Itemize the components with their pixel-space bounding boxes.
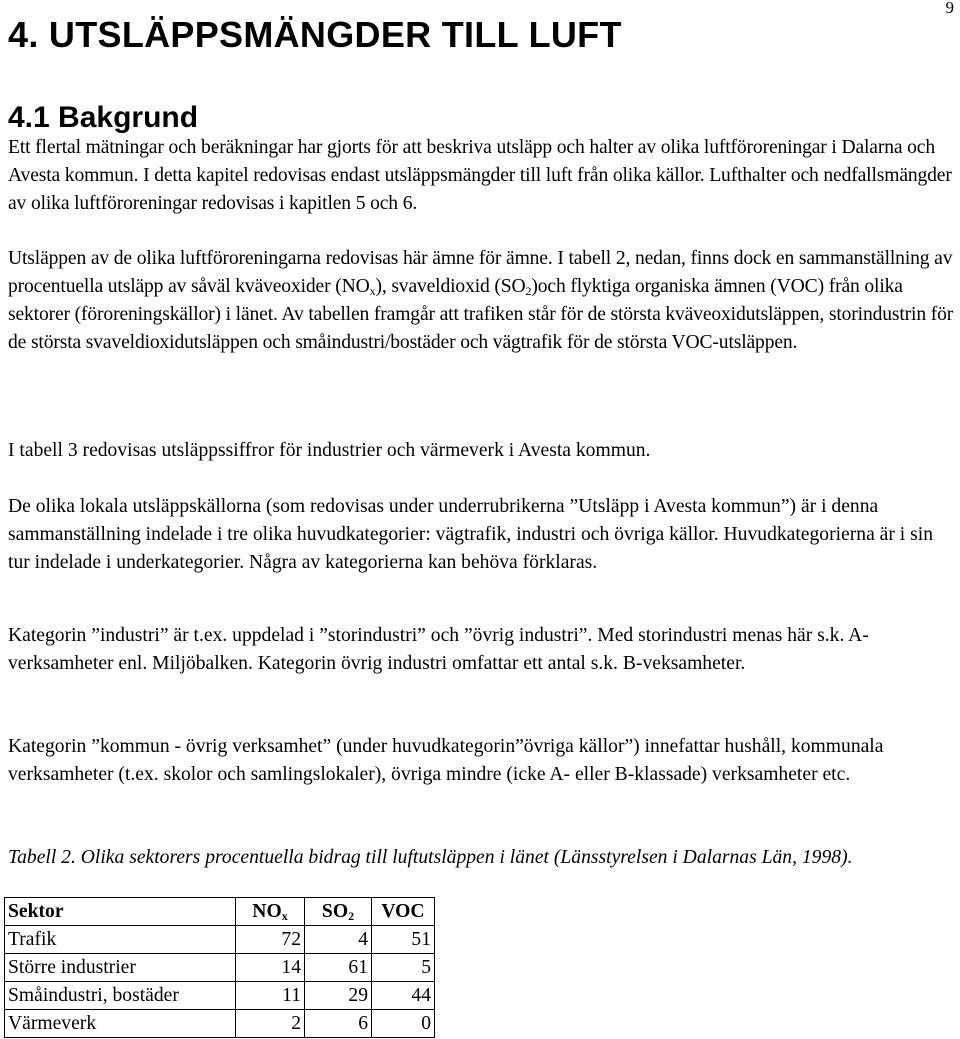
table-row <box>5 926 435 954</box>
paragraph-background-intro: Ett flertal mätningar och beräkningar har gjorts för att beskriva utsläpp och halter av olika luftföroreningar i Dalarna och Avesta kommun. I detta kapitel redovisas endast utsläppsmängder till luft från olika källor. Lufthalter och nedfallsmängder av olika luftföroreningar redovisas i kapitlen 5 och 6. <box>8 137 952 214</box>
cell-sector: Trafik <box>5 926 236 954</box>
header-nox-main: NO <box>252 901 282 922</box>
paragraph-emissions-summary-part2: ), svaveldioxid (SO <box>375 276 526 297</box>
cell-sector: Större industrier <box>5 954 236 982</box>
paragraph-emissions-summary <box>8 245 956 357</box>
header-sector: Sektor <box>5 898 236 926</box>
emissions-table <box>4 897 435 1038</box>
table-row <box>5 982 435 1010</box>
cell-voc: 44 <box>372 982 435 1010</box>
nox-subscript: x <box>369 284 376 298</box>
table-row <box>5 954 435 982</box>
cell-nox: 72 <box>236 926 305 954</box>
header-so2-main: SO <box>321 901 349 922</box>
cell-nox: 11 <box>236 982 305 1010</box>
header-so2-sub: 2 <box>348 909 355 923</box>
cell-voc: 51 <box>372 926 435 954</box>
chapter-title: 4. UTSLÄPPSMÄNGDER TILL LUFT <box>8 14 622 55</box>
header-voc: VOC <box>372 898 435 926</box>
table-header-row <box>5 898 435 926</box>
paragraph-emissions-summary-part3: )och flyktiga organiska ämnen (VOC) från olika sektorer (föroreningskällor) i länet. Av tabellen framgår att trafiken står för de största kväveoxidutsläppen, storindustrin för de största svaveldioxidutsläppen och småindustri/bostäder och vägtrafik för de största VOC-utsläppen. <box>8 276 954 353</box>
cell-nox: 14 <box>236 954 305 982</box>
table-caption: Tabell 2. Olika sektorers procentuella bidrag till luftutsläppen i länet (Länsstyrelsen i Dalarnas Län, 1998). <box>8 847 853 868</box>
section-title: 4.1 Bakgrund <box>8 101 199 134</box>
header-nox <box>236 898 305 926</box>
cell-so2: 29 <box>305 982 372 1010</box>
paragraph-municipal-category: Kategorin ”kommun - övrig verksamhet” (under huvudkategorin”övriga källor”) innefattar hushåll, kommunala verksamheter (t.ex. skolor och samlingslokaler), övriga mindre (icke A- eller B-klassade) verksamheter etc. <box>8 736 884 785</box>
table-row <box>5 1010 435 1038</box>
cell-so2: 6 <box>305 1010 372 1038</box>
cell-sector: Värmeverk <box>5 1010 236 1038</box>
paragraph-table3-reference: I tabell 3 redovisas utsläppssiffror för industrier och värmeverk i Avesta kommun. <box>8 440 651 461</box>
page-number: 9 <box>945 0 954 17</box>
cell-so2: 4 <box>305 926 372 954</box>
paragraph-local-sources: De olika lokala utsläppskällorna (som redovisas under underrubrikerna ”Utsläpp i Avesta kommun”) är i denna sammanställning indelade i tre olika huvudkategorier: vägtrafik, industri och övriga källor. Huvudkategorierna är i sin tur indelade i underkategorier. Några av kategorierna kan behöva förklaras. <box>8 496 934 573</box>
cell-nox: 2 <box>236 1010 305 1038</box>
so2-subscript: 2 <box>525 284 532 298</box>
header-nox-sub: x <box>281 909 288 923</box>
header-so2 <box>305 898 372 926</box>
cell-sector: Småindustri, bostäder <box>5 982 236 1010</box>
cell-voc: 5 <box>372 954 435 982</box>
cell-so2: 61 <box>305 954 372 982</box>
paragraph-industry-category: Kategorin ”industri” är t.ex. uppdelad i ”storindustri” och ”övrig industri”. Med storindustri menas här s.k. A-verksamheter enl. Miljöbalken. Kategorin övrig industri omfattar ett antal s.k. B-veksamheter. <box>8 625 869 674</box>
cell-voc: 0 <box>372 1010 435 1038</box>
paragraph-emissions-summary-part1: Utsläppen av de olika luftföroreningarna redovisas här ämne för ämne. I tabell 2, nedan, finns dock en sammanställning av procentuella utsläpp av såväl kväveoxider (NO <box>8 248 953 297</box>
